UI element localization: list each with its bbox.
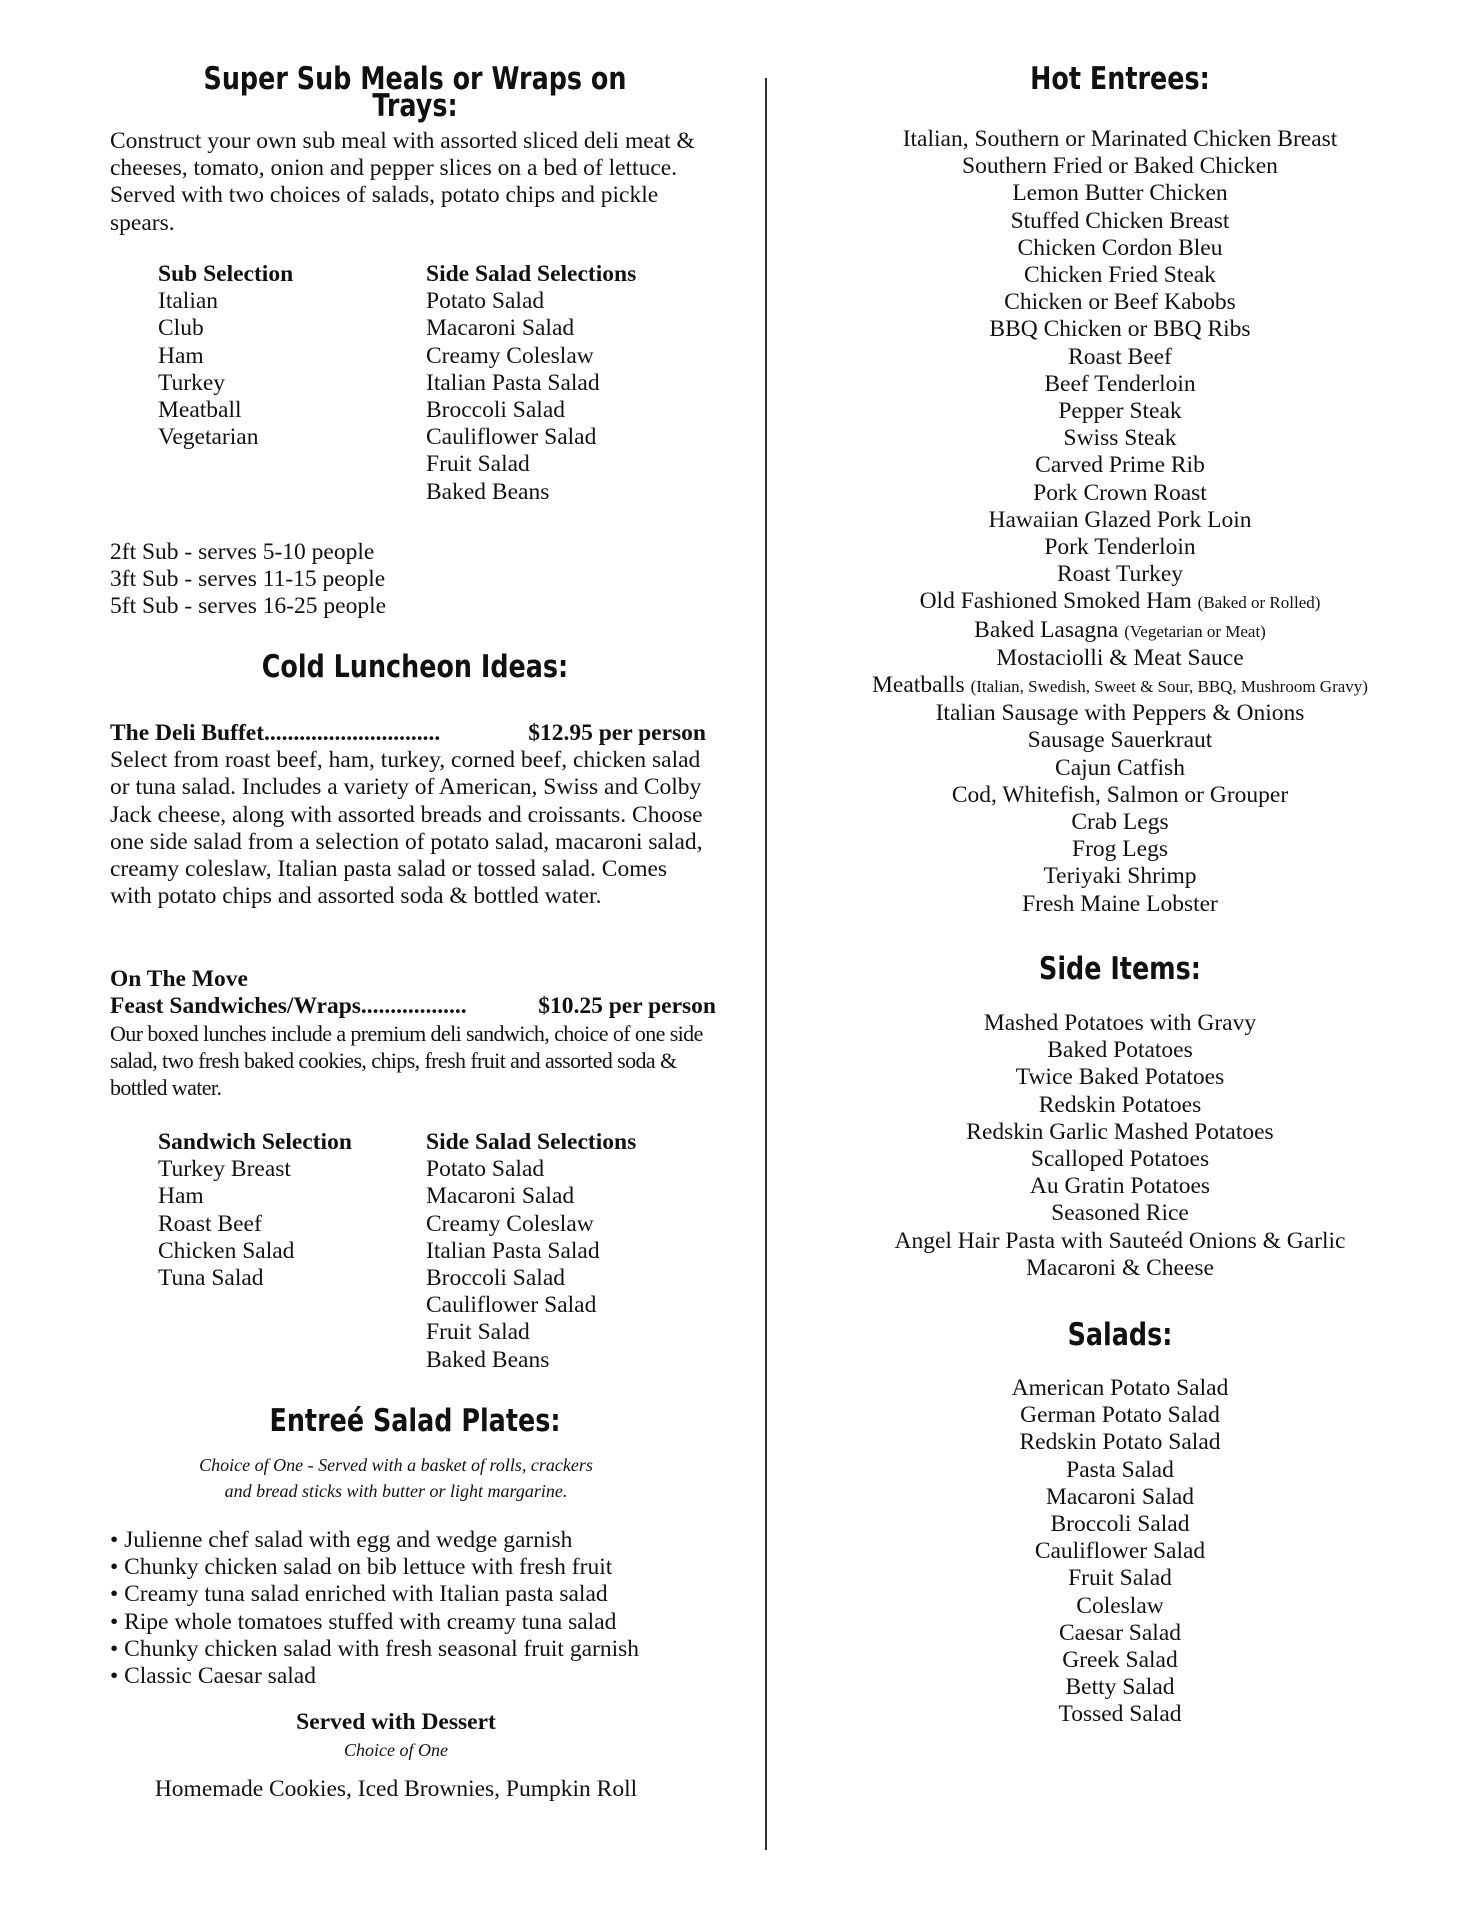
entree-salad-note-line1: Choice of One - Served with a basket of rolls, crackers: [199, 1455, 593, 1475]
dessert-title: Served with Dessert: [296, 1709, 496, 1735]
entree-salad-note-line2: and bread sticks with butter or light margarine.: [224, 1481, 568, 1501]
sub-meals-heading: Super Sub Meals or Wraps on Trays:: [203, 61, 627, 125]
column-divider: [765, 78, 767, 1850]
salads-heading: Salads:: [1067, 1317, 1173, 1353]
on-the-move-title: On The Move: [110, 966, 248, 992]
feast-price-line: [110, 993, 716, 1020]
sub-meals-description: Construct your own sub meal with assorted sliced deli meat & cheeses, tomato, onion and pepper slices on a bed of lettuce. Served with two choices of salads, potato chips and pickle spears.: [110, 128, 695, 236]
deli-buffet-name: The Deli Buffet: [110, 720, 265, 746]
side-salad-item: Fruit Salad: [426, 1319, 530, 1346]
entree-item: Swiss Steak: [1063, 425, 1177, 452]
sub-item: Vegetarian: [158, 424, 259, 451]
entree-item-ham: Old Fashioned Smoked Ham (Baked or Rolled): [919, 588, 1321, 615]
side-items-heading: Side Items:: [1039, 951, 1201, 987]
entree-item: Chicken Fried Steak: [1024, 262, 1216, 289]
side-salad-item: Macaroni Salad: [426, 315, 575, 342]
entree-salad-item: • Ripe whole tomatoes stuffed with creamy tuna salad: [110, 1608, 617, 1635]
entree-item: Chicken or Beef Kabobs: [1004, 289, 1236, 316]
side-salad-item: Fruit Salad: [426, 451, 530, 478]
deli-buffet-price: $12.95 per person: [528, 720, 706, 746]
entree-item: Crab Legs: [1071, 809, 1169, 836]
entree-item: BBQ Chicken or BBQ Ribs: [989, 316, 1251, 343]
side-item: Au Gratin Potatoes: [1029, 1173, 1211, 1200]
sub-selection-header: Sub Selection: [158, 261, 294, 287]
sub-size: 2ft Sub - serves 5-10 people: [110, 539, 375, 565]
side-item: Macaroni & Cheese: [1026, 1254, 1214, 1281]
sub-item: Meatball: [158, 397, 242, 424]
entree-item: Mostaciolli & Meat Sauce: [996, 644, 1244, 671]
salads-list: [790, 1375, 1450, 1729]
entree-item: Chicken Cordon Bleu: [1017, 234, 1223, 261]
entree-item: Beef Tenderloin: [1044, 370, 1196, 397]
side-items-list: [790, 1010, 1450, 1282]
sandwich-selection-table: [158, 1129, 726, 1374]
side-salad-item: Broccoli Salad: [426, 1265, 566, 1292]
entree-item: Fresh Maine Lobster: [1022, 890, 1218, 917]
entree-salad-item: • Chunky chicken salad with fresh seasonal fruit garnish: [110, 1635, 640, 1662]
salad-item: Macaroni Salad: [1045, 1483, 1195, 1510]
side-item: Twice Baked Potatoes: [1015, 1064, 1225, 1091]
salad-item: Greek Salad: [1062, 1647, 1178, 1674]
entree-item: Roast Turkey: [1056, 561, 1183, 588]
dot-leader: ..............................: [264, 720, 441, 746]
hot-entrees-list: [790, 126, 1450, 918]
entree-item: Frog Legs: [1072, 836, 1168, 863]
salad-item: Broccoli Salad: [1050, 1511, 1190, 1538]
entree-item: Roast Beef: [1068, 343, 1172, 370]
entree-item: Stuffed Chicken Breast: [1010, 207, 1230, 234]
entree-item: Cod, Whitefish, Salmon or Grouper: [951, 781, 1289, 808]
side-salad-item: Potato Salad: [426, 288, 545, 315]
entree-item: Italian Sausage with Peppers & Onions: [935, 700, 1305, 727]
salad-item: American Potato Salad: [1011, 1375, 1229, 1401]
side-item: Redskin Garlic Mashed Potatoes: [966, 1118, 1274, 1145]
entree-salad-item: • Creamy tuna salad enriched with Italian pasta salad: [110, 1581, 608, 1608]
entree-item: Pork Crown Roast: [1033, 479, 1207, 506]
sub-salad-list: [426, 261, 726, 506]
lasagna-note: (Vegetarian or Meat): [1124, 621, 1266, 641]
side-item: Baked Potatoes: [1047, 1037, 1193, 1064]
salad-item: Cauliflower Salad: [1034, 1538, 1206, 1565]
side-item: Redskin Potatoes: [1038, 1091, 1202, 1118]
sandwich-item: Turkey Breast: [158, 1156, 291, 1183]
side-salad-item: Macaroni Salad: [426, 1183, 575, 1210]
meatballs-note: (Italian, Swedish, Sweet & Sour, BBQ, Mushroom Gravy): [970, 677, 1368, 697]
entree-item: Lemon Butter Chicken: [1012, 180, 1228, 207]
side-salad-header: Side Salad Selections: [426, 261, 637, 287]
side-salad-item: Creamy Coleslaw: [426, 1210, 594, 1237]
cold-luncheon-heading: Cold Luncheon Ideas:: [261, 649, 569, 685]
entree-salad-item: • Chunky chicken salad on bib lettuce with fresh fruit: [110, 1554, 613, 1581]
side-salad-item: Baked Beans: [426, 478, 550, 505]
salad-item: Caesar Salad: [1058, 1619, 1182, 1646]
salad-item: German Potato Salad: [1020, 1402, 1220, 1429]
side-item: Mashed Potatoes with Gravy: [983, 1010, 1257, 1036]
side-salad-header: Side Salad Selections: [426, 1129, 637, 1155]
sub-size: 5ft Sub - serves 16-25 people: [110, 593, 387, 620]
entree-item: Pepper Steak: [1058, 398, 1182, 425]
side-salad-item: Italian Pasta Salad: [426, 1237, 600, 1264]
entree-item: Sausage Sauerkraut: [1027, 727, 1213, 754]
sandwich-item: Roast Beef: [158, 1210, 262, 1237]
ham-note: (Baked or Rolled): [1197, 593, 1321, 613]
sandwich-selection-header: Sandwich Selection: [158, 1129, 352, 1155]
entree-salad-list: [110, 1527, 639, 1690]
sandwich-list: [158, 1129, 426, 1374]
entree-item: Cajun Catfish: [1055, 754, 1185, 781]
entree-item-lasagna: Baked Lasagna (Vegetarian or Meat): [974, 616, 1266, 643]
salad-item: Coleslaw: [1076, 1592, 1164, 1619]
entree-item: Southern Fried or Baked Chicken: [962, 153, 1278, 180]
deli-buffet-description: Select from roast beef, ham, turkey, corned beef, chicken salad or tuna salad. Includes a variety of American, Swiss and Colby Jack cheese, along with assorted breads and croissants. Choose one side salad from a selection of potato salad, macaroni salad, creamy coleslaw, Italian pasta salad or tossed salad. Comes with potato chips and assorted soda & bottled water.: [110, 747, 703, 910]
hot-entrees-heading: Hot Entrees:: [1030, 61, 1210, 97]
dessert-note: Choice of One: [344, 1740, 448, 1761]
side-salad-item: Creamy Coleslaw: [426, 342, 594, 369]
entree-salad-item: • Classic Caesar salad: [110, 1663, 316, 1690]
side-salad-item: Cauliflower Salad: [426, 1292, 597, 1319]
entree-item: Hawaiian Glazed Pork Loin: [988, 506, 1252, 533]
feast-description: Our boxed lunches include a premium deli sandwich, choice of one side salad, two fresh baked cookies, chips, fresh fruit and assorted soda & bottled water.: [110, 1021, 703, 1101]
entree-item: Teriyaki Shrimp: [1043, 863, 1197, 890]
sandwich-item: Tuna Salad: [158, 1265, 264, 1292]
side-salad-item: Potato Salad: [426, 1156, 545, 1183]
side-item: Angel Hair Pasta with Sauteéd Onions & Garlic: [894, 1227, 1346, 1254]
side-item: Scalloped Potatoes: [1030, 1146, 1210, 1173]
salad-item: Tossed Salad: [1058, 1701, 1182, 1728]
side-salad-item: Cauliflower Salad: [426, 424, 597, 451]
side-salad-item: Broccoli Salad: [426, 397, 566, 424]
feast-name: Feast Sandwiches/Wraps: [110, 993, 361, 1020]
entree-item: Italian, Southern or Marinated Chicken Breast: [902, 126, 1338, 152]
side-salad-item: Italian Pasta Salad: [426, 369, 600, 396]
sandwich-item: Chicken Salad: [158, 1237, 295, 1264]
salad-item: Betty Salad: [1065, 1674, 1175, 1701]
sub-size: 3ft Sub - serves 11-15 people: [110, 566, 386, 593]
sub-item: Italian: [158, 288, 219, 315]
side-item: Seasoned Rice: [1051, 1200, 1189, 1227]
feast-price: $10.25 per person: [538, 993, 716, 1020]
deli-buffet-price-line: [110, 720, 706, 747]
entree-salad-heading: Entreé Salad Plates:: [269, 1403, 561, 1439]
sandwich-salad-list: [426, 1129, 726, 1374]
sub-item: Ham: [158, 342, 204, 369]
sub-list: [158, 261, 426, 506]
sub-selection-table: [158, 261, 726, 506]
sub-sizes: [110, 539, 386, 621]
dessert-options: Homemade Cookies, Iced Brownies, Pumpkin Roll: [154, 1776, 638, 1802]
entree-salad-item: • Julienne chef salad with egg and wedge garnish: [110, 1527, 573, 1553]
sub-item: Club: [158, 315, 204, 342]
entree-item-meatballs: Meatballs (Italian, Swedish, Sweet & Sour, BBQ, Mushroom Gravy): [872, 672, 1368, 699]
salad-item: Pasta Salad: [1066, 1456, 1174, 1483]
salad-item: Redskin Potato Salad: [1019, 1429, 1221, 1456]
salad-item: Fruit Salad: [1068, 1565, 1172, 1592]
dot-leader: ..................: [360, 993, 467, 1020]
sub-item: Turkey: [158, 369, 226, 396]
sandwich-item: Ham: [158, 1183, 204, 1210]
entree-item: Pork Tenderloin: [1044, 534, 1196, 561]
side-salad-item: Baked Beans: [426, 1346, 550, 1373]
entree-item: Carved Prime Rib: [1035, 452, 1205, 479]
